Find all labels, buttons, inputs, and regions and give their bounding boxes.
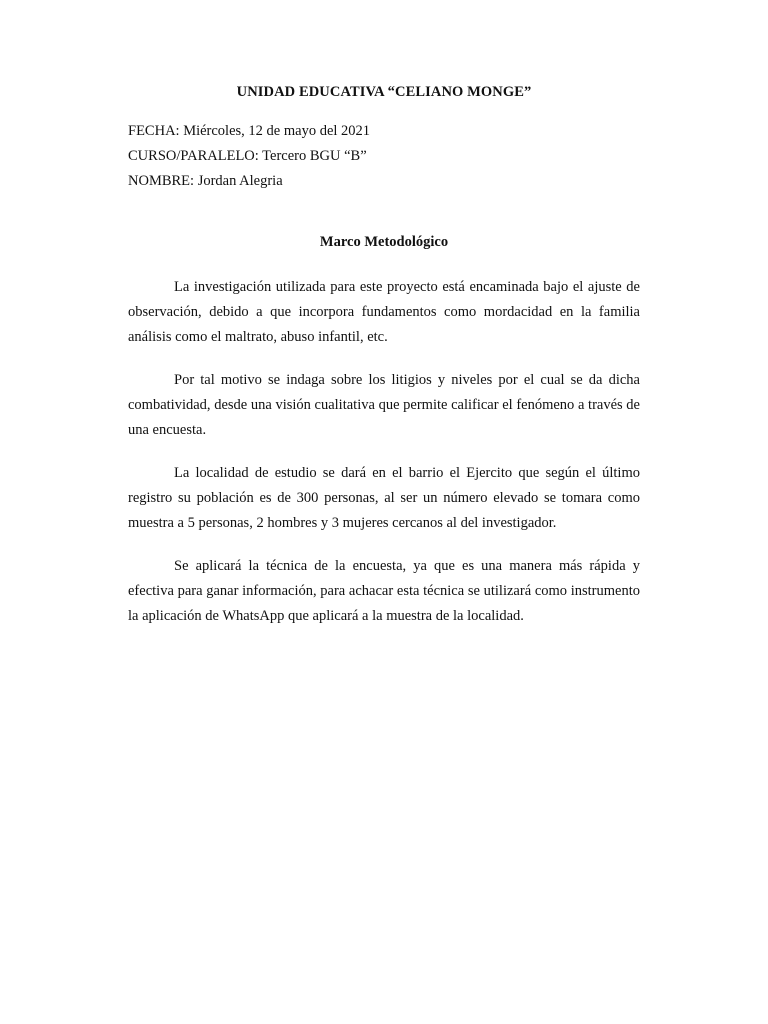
- section-title: Marco Metodológico: [319, 234, 449, 250]
- name-line: NOMBRE: Jordan Alegria: [128, 173, 283, 189]
- course-line: CURSO/PARALELO: Tercero BGU “B”: [128, 148, 367, 164]
- paragraph-2: Por tal motivo se indaga sobre los litigios y niveles por el cual se da dicha combatividad, desde una visión cualitativa que permite calificar el fenómeno a través de una encuesta.: [128, 372, 640, 438]
- student-info: [128, 119, 648, 194]
- paragraph-4: Se aplicará la técnica de la encuesta, ya que es una manera más rápida y efectiva para ganar información, para achacar esta técnica se utilizará como instrumento la aplicación de WhatsApp que aplicará a la muestra de la localidad.: [128, 558, 640, 624]
- date-line: FECHA: Miércoles, 12 de mayo del 2021: [128, 123, 371, 139]
- school-title: UNIDAD EDUCATIVA “CELIANO MONGE”: [236, 84, 532, 100]
- paragraph-1: La investigación utilizada para este proyecto está encaminada bajo el ajuste de observación, debido a que incorpora fundamentos como mordacidad en la familia análisis como el maltrato, abuso infantil, etc.: [128, 279, 640, 345]
- methodology-body: [128, 275, 640, 647]
- paragraph-3: La localidad de estudio se dará en el barrio el Ejercito que según el último registro su población es de 300 personas, al ser un número elevado se tomara como muestra a 5 personas, 2 hombres y 3 mujeres cercanos al del investigador.: [128, 465, 640, 531]
